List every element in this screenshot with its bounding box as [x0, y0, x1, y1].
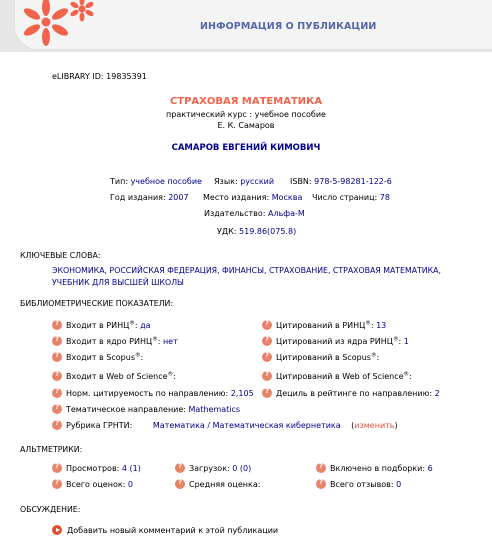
pages-field: [312, 193, 390, 202]
norm-citation-value: 2,105: [230, 389, 254, 398]
colon: :: [140, 353, 144, 362]
elibrary-id-value: 19835391: [106, 72, 147, 81]
reviews-label: Всего отзывов:: [330, 480, 394, 489]
scopus-included-row: [52, 352, 143, 362]
author-link[interactable]: САМАРОВ ЕВГЕНИЙ КИМОВИЧ: [171, 143, 321, 153]
reg-mark: ®: [392, 336, 399, 343]
publication-authors-short: Е. К. Самаров: [217, 121, 275, 130]
collections-value[interactable]: 6: [427, 464, 433, 473]
year-label: Год издания:: [110, 193, 166, 202]
help-icon[interactable]: [316, 463, 326, 473]
publisher-label: Издательство:: [204, 209, 266, 218]
downloads-value: 0 (0): [232, 464, 252, 473]
keywords-line-2[interactable]: УЧЕБНИК ДЛЯ ВЫСШЕЙ ШКОЛЫ: [52, 278, 184, 287]
cit-rinc-value[interactable]: 13: [376, 321, 387, 330]
publication-subtitle: практический курс : учебное пособие: [166, 110, 326, 119]
cit-core-label: Цитирований из ядра РИНЦ: [276, 337, 393, 346]
colon: :: [398, 337, 402, 346]
paren-close: ): [394, 421, 398, 430]
help-icon[interactable]: [316, 479, 326, 489]
norm-citation-row: [52, 388, 254, 398]
downloads-label: Загрузок:: [189, 464, 230, 473]
help-icon[interactable]: [52, 320, 62, 330]
help-icon[interactable]: [262, 336, 272, 346]
theme-row: [52, 404, 240, 414]
help-icon[interactable]: [175, 479, 185, 489]
year-value: 2007: [168, 193, 189, 202]
altmetrics-heading: АЛЬТМЕТРИКИ:: [20, 445, 83, 454]
language-field: [214, 177, 274, 186]
help-icon[interactable]: [52, 388, 62, 398]
norm-citation-label: Норм. цитируемость по направлению:: [66, 389, 229, 398]
change-rubric-link[interactable]: изменить: [354, 421, 395, 430]
year-field: [110, 193, 189, 202]
flower-logo-icon: [0, 0, 110, 52]
grnti-row: [52, 420, 398, 430]
cit-wos-label: Цитирований в Web of Science: [276, 372, 404, 381]
elibrary-id-label: eLIBRARY ID:: [52, 72, 104, 81]
publisher-field: [204, 209, 305, 218]
colon: :: [134, 321, 138, 330]
colon: :: [370, 321, 374, 330]
help-icon[interactable]: [262, 320, 272, 330]
rinc-core-row: [52, 336, 178, 346]
cit-rinc-label: Цитирований в РИНЦ: [276, 321, 366, 330]
views-label: Просмотров:: [66, 464, 120, 473]
cit-wos-row: [262, 371, 412, 381]
reg-mark: ®: [152, 336, 158, 343]
publisher-link[interactable]: Альфа-М: [268, 209, 305, 218]
reg-mark: ®: [365, 320, 371, 327]
reg-mark: ®: [135, 352, 141, 359]
ratings-value: 0: [127, 480, 134, 489]
ratings-label: Всего оценок:: [66, 480, 126, 489]
downloads-row: [175, 463, 251, 473]
collections-row: [316, 463, 433, 473]
help-icon[interactable]: [52, 479, 62, 489]
help-icon[interactable]: [262, 388, 272, 398]
help-icon[interactable]: [52, 371, 62, 381]
bibliometrics-heading: БИБЛИОМЕТРИЧЕСКИЕ ПОКАЗАТЕЛИ:: [20, 299, 174, 308]
place-value: Москва: [271, 193, 303, 202]
cit-core-value[interactable]: 1: [403, 337, 409, 346]
rinc-core-label: Входит в ядро РИНЦ: [66, 337, 153, 346]
reg-mark: ®: [129, 320, 135, 327]
place-field: [203, 193, 302, 202]
udk-value: 519.86(075.8): [239, 227, 297, 236]
type-label: Тип:: [110, 177, 129, 186]
scopus-included-label: Входит в Scopus: [66, 353, 135, 362]
help-icon[interactable]: [175, 463, 185, 473]
arrow-right-icon: [52, 525, 62, 535]
discussion-heading: ОБСУЖДЕНИЕ:: [20, 505, 81, 514]
header-bar: [0, 0, 492, 52]
views-row: [52, 463, 141, 473]
reg-mark: ®: [403, 371, 410, 378]
rinc-included-label: Входит в РИНЦ: [66, 321, 130, 330]
colon: :: [157, 337, 161, 346]
type-value: учебное пособие: [130, 177, 202, 186]
cit-scopus-label: Цитирований в Scopus: [276, 353, 371, 362]
help-icon[interactable]: [52, 463, 62, 473]
decile-label: Дециль в рейтинге по направлению:: [276, 389, 433, 398]
keywords-line-1[interactable]: ЭКОНОМИКА, РОССИЙСКАЯ ФЕДЕРАЦИЯ, ФИНАНСЫ, СТРАХОВАНИЕ, СТРАХОВАЯ МАТЕМАТИКА,: [52, 266, 441, 275]
colon: :: [376, 353, 380, 362]
decile-row: [262, 388, 440, 398]
help-icon[interactable]: [52, 420, 62, 430]
add-comment-label[interactable]: Добавить новый комментарий к этой публикации: [67, 526, 279, 535]
colon: :: [409, 372, 412, 381]
ratings-row: [52, 479, 133, 489]
cit-core-row: [262, 336, 409, 346]
language-value: русский: [240, 177, 275, 186]
rinc-core-value: нет: [162, 337, 178, 346]
place-label: Место издания:: [203, 193, 270, 202]
grnti-value-link[interactable]: Математика / Математическая кибернетика: [152, 421, 341, 430]
help-icon[interactable]: [52, 336, 62, 346]
reviews-value: 0: [396, 480, 402, 489]
help-icon[interactable]: [52, 352, 62, 362]
rinc-included-value: да: [140, 321, 151, 330]
reg-mark: ®: [370, 352, 377, 359]
add-comment-link[interactable]: [52, 525, 278, 535]
collections-label: Включено в подборки:: [330, 464, 426, 473]
isbn-value: 978-5-98281-122-6: [314, 177, 392, 186]
udk-label: УДК:: [217, 227, 237, 236]
views-value: 4 (1): [121, 464, 141, 473]
paren-open: (: [351, 421, 355, 430]
theme-value: Mathematics: [188, 405, 241, 414]
cit-scopus-row: [262, 352, 379, 362]
avg-rating-row: [175, 479, 260, 489]
avg-rating-label: Средняя оценка:: [189, 480, 261, 489]
language-label: Язык:: [214, 177, 238, 186]
isbn-field: [290, 177, 392, 186]
theme-label: Тематическое направление:: [66, 405, 186, 414]
cit-rinc-row: [262, 320, 386, 330]
isbn-label: ISBN:: [290, 177, 312, 186]
grnti-label: Рубрика ГРНТИ:: [66, 421, 133, 430]
help-icon[interactable]: [52, 404, 62, 414]
pages-label: Число страниц:: [312, 193, 378, 202]
publication-title: СТРАХОВАЯ МАТЕМАТИКА: [169, 96, 323, 107]
page-title: ИНФОРМАЦИЯ О ПУБЛИКАЦИИ: [200, 21, 377, 32]
keywords-heading: КЛЮЧЕВЫЕ СЛОВА:: [20, 251, 101, 260]
elibrary-id: [52, 72, 147, 81]
help-icon[interactable]: [262, 371, 272, 381]
decile-value: 2: [434, 389, 440, 398]
rinc-included-row: [52, 320, 151, 330]
pages-value: 78: [379, 193, 390, 202]
wos-included-row: [52, 371, 176, 381]
udk-field: [217, 227, 296, 236]
type-field: [110, 177, 202, 186]
reg-mark: ®: [167, 371, 174, 378]
reviews-row: [316, 479, 401, 489]
wos-included-label: Входит в Web of Science: [66, 372, 168, 381]
help-icon[interactable]: [262, 352, 272, 362]
colon: :: [173, 372, 176, 381]
